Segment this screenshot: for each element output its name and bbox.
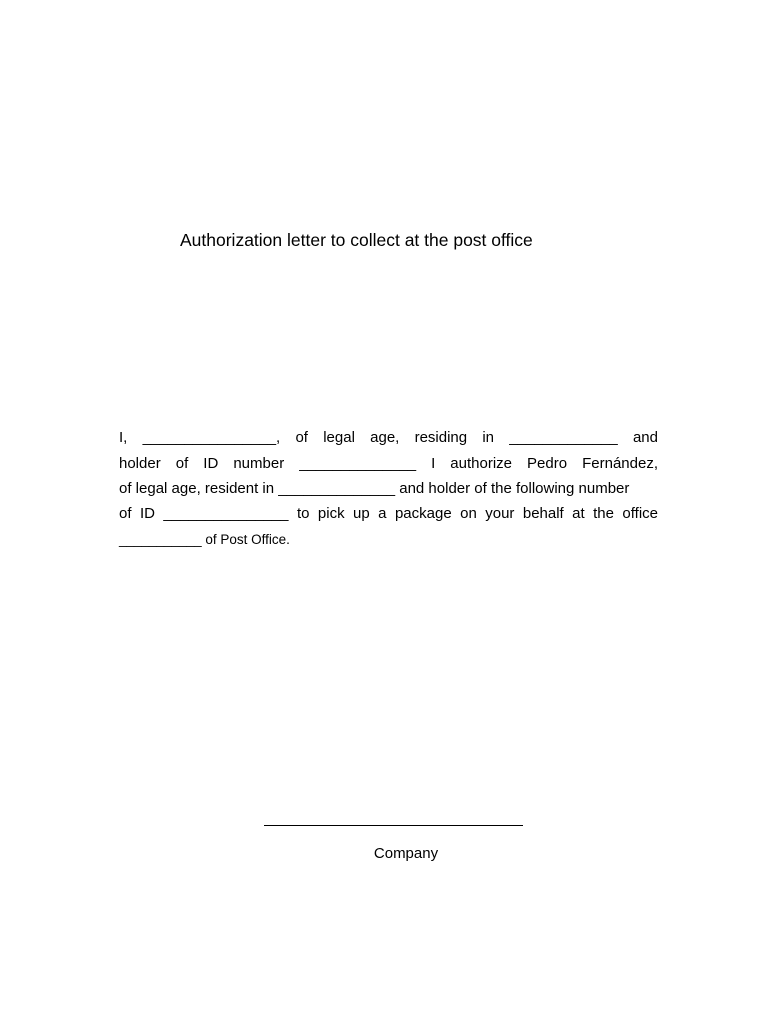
document-title: Authorization letter to collect at the post office xyxy=(180,230,533,250)
body-line-4: of ID _______________ to pick up a package on your behalf at the office xyxy=(119,505,658,522)
body-line-1: I, ________________, of legal age, residing in _____________ and xyxy=(119,429,658,446)
body-line-5: ___________ of Post Office. xyxy=(119,532,290,547)
body-line-3: of legal age, resident in ______________ and holder of the following number xyxy=(119,480,630,497)
body-line-2: holder of ID number ______________ I authorize Pedro Fernández, xyxy=(119,455,658,472)
signature-label: Company xyxy=(373,845,439,862)
signature-line xyxy=(264,825,523,826)
